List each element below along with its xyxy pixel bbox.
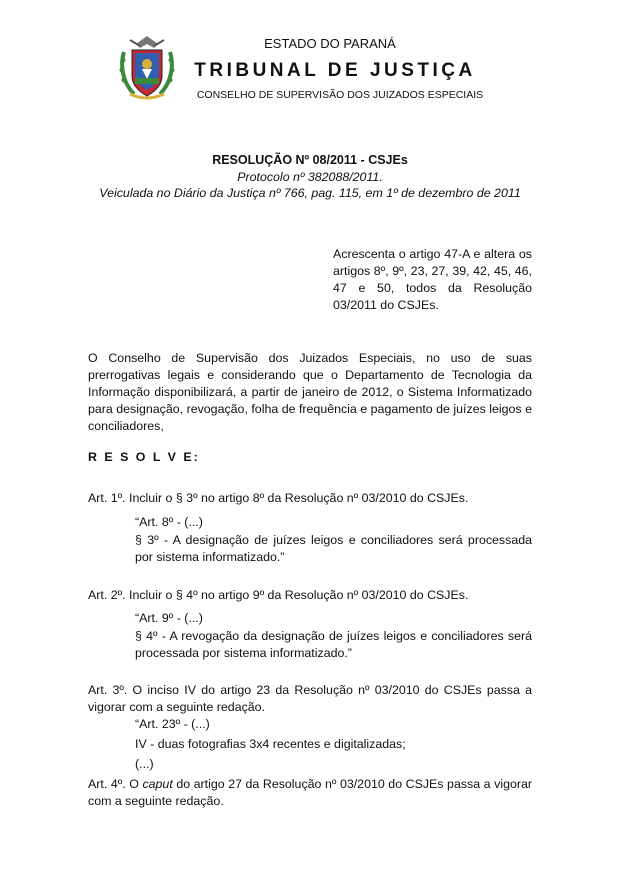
article-2-paragraph: § 4º - A revogação da designação de juízes leigos e conciliadores será processada por sistema informatizado.” xyxy=(135,629,532,660)
coat-of-arms-emblem xyxy=(118,34,176,102)
article-3-item: IV - duas fotografias 3x4 recentes e digitalizadas; xyxy=(135,737,406,751)
article-2-quote: “Art. 9º - (...) xyxy=(135,611,203,625)
article-3-ellipsis: (...) xyxy=(135,757,154,771)
preamble-paragraph: O Conselho de Supervisão dos Juizados Especiais, no uso de suas prerrogativas legais e considerando que o Departamento de Tecnologia da Informação disponibilizará, a partir de janeiro de 2012, o Sistema Informatizado para designação, revogação, folha de frequência e pagamento de juízes leigos e conciliadores, xyxy=(88,351,532,433)
protocol-number: Protocolo nº 382088/2011. xyxy=(237,170,383,184)
article-3: Art. 3º. O inciso IV do artigo 23 da Resolução nº 03/2010 do CSJEs passa a vigorar com a seguinte redação. xyxy=(88,683,532,714)
article-4-suffix: do artigo 27 da Resolução nº 03/2010 do CSJEs passa a vigorar com a seguinte redação. xyxy=(88,777,532,808)
summary-ementa: Acrescenta o artigo 47-A e altera os artigos 8º, 9º, 23, 27, 39, 42, 45, 46, 47 e 50, todos da Resolução 03/2011 do CSJEs. xyxy=(333,247,532,312)
state-name: ESTADO DO PARANÁ xyxy=(264,36,396,51)
article-2: Art. 2º. Incluir o § 4º no artigo 9º da Resolução nº 03/2010 do CSJEs. xyxy=(88,588,469,602)
article-1: Art. 1º. Incluir o § 3º no artigo 8º da Resolução nº 03/2010 do CSJEs. xyxy=(88,491,469,505)
article-4-emphasis: caput xyxy=(142,777,173,791)
resolve-heading: R E S O L V E: xyxy=(88,450,200,464)
article-4 xyxy=(88,776,532,810)
court-name: TRIBUNAL DE JUSTIÇA xyxy=(194,60,476,81)
article-1-paragraph: § 3º - A designação de juízes leigos e conciliadores será processada por sistema informatizado.” xyxy=(135,533,532,564)
resolution-title: RESOLUÇÃO Nº 08/2011 - CSJEs xyxy=(212,153,408,167)
council-name: CONSELHO DE SUPERVISÃO DOS JUIZADOS ESPECIAIS xyxy=(196,89,484,101)
publication-info: Veiculada no Diário da Justiça nº 766, pag. 115, em 1º de dezembro de 2011 xyxy=(99,186,521,200)
article-1-quote: “Art. 8º - (...) xyxy=(135,515,203,529)
article-4-prefix: Art. 4º. O xyxy=(88,777,143,791)
article-3-quote: “Art. 23º - (...) xyxy=(135,717,210,731)
